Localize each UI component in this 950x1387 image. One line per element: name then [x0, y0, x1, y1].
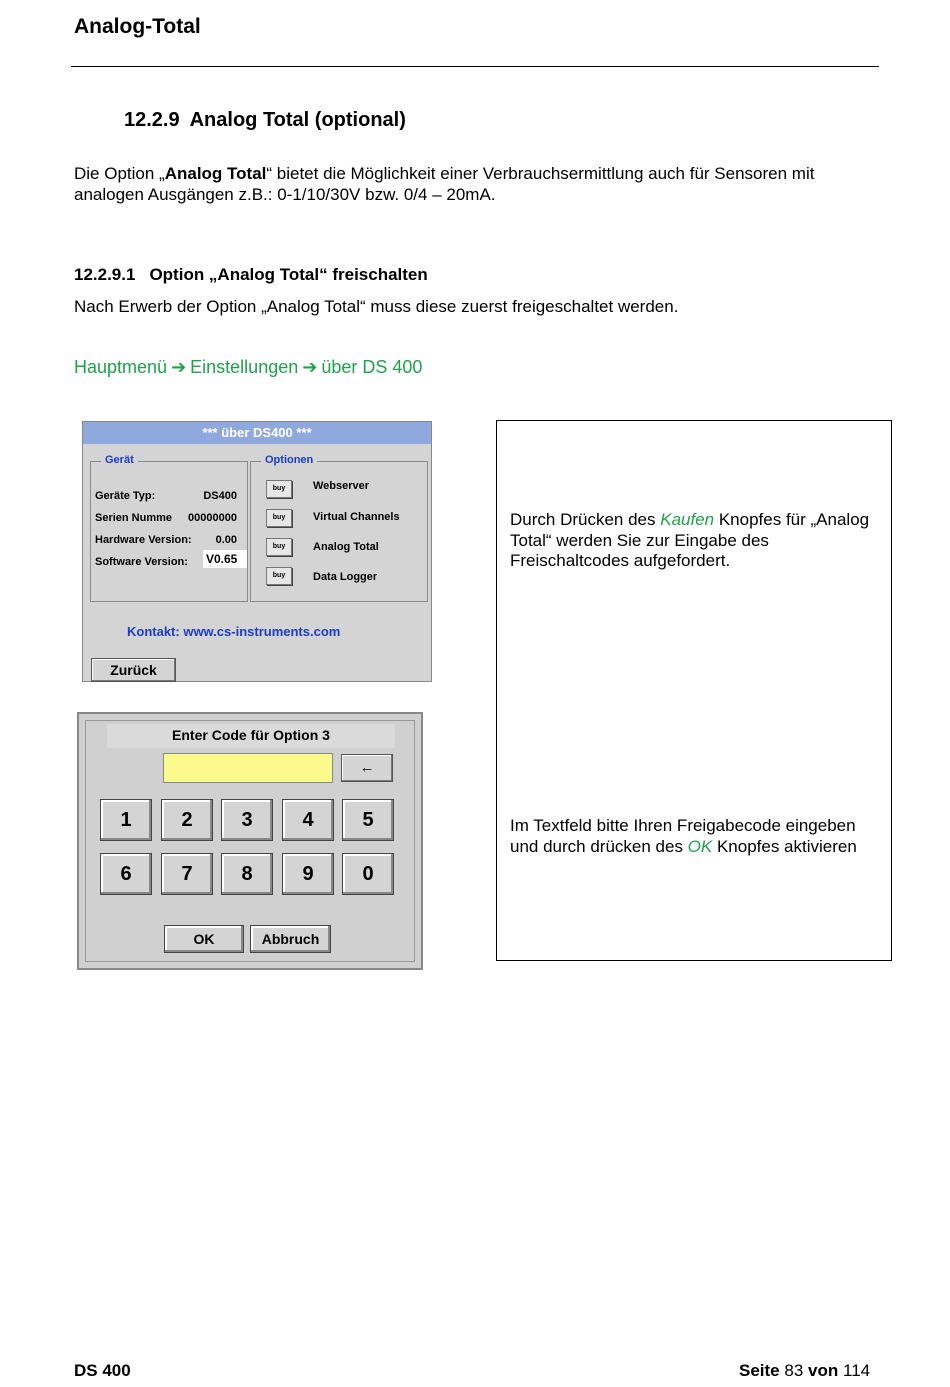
- back-button[interactable]: Zurück: [91, 658, 176, 682]
- key-5[interactable]: 5: [342, 799, 394, 841]
- navigation-path: [74, 357, 422, 378]
- hardware-version-value: 0.00: [215, 534, 237, 546]
- options-group-label: Optionen: [261, 454, 317, 466]
- subsection-number: 12.2.9.1: [74, 265, 136, 284]
- intro-text-bold: Analog Total: [164, 164, 267, 183]
- key-7[interactable]: 7: [161, 853, 213, 895]
- description-code: [510, 816, 882, 857]
- description-buy: [510, 510, 882, 572]
- serial-number-value: 00000000: [188, 512, 237, 524]
- device-group-label: Gerät: [101, 454, 138, 466]
- key-9[interactable]: 9: [282, 853, 334, 895]
- footer-page-total: 114: [843, 1361, 871, 1380]
- subsection-title: Option „Analog Total“ freischalten: [149, 265, 428, 284]
- section-title: Analog Total (optional): [189, 109, 406, 131]
- buy-button-virtual-channels[interactable]: buy: [266, 509, 292, 527]
- nav-item-einstellungen: Einstellungen: [190, 357, 299, 377]
- description-buy-post: Knopfes für „Analog Total“ werden Sie zur Eingabe des Freischaltcodes aufgefordert.: [510, 510, 870, 570]
- key-3[interactable]: 3: [221, 799, 273, 841]
- page-header-title: Analog-Total: [74, 15, 201, 38]
- key-1[interactable]: 1: [100, 799, 152, 841]
- contact-link[interactable]: Kontakt: www.cs-instruments.com: [127, 624, 341, 639]
- code-input-field[interactable]: [163, 753, 333, 783]
- option-virtual-channels: Virtual Channels: [313, 511, 400, 523]
- footer-page-number: 83: [784, 1361, 804, 1380]
- nav-item-hauptmenue: Hauptmenü: [74, 357, 168, 377]
- key-4[interactable]: 4: [282, 799, 334, 841]
- options-group: [250, 454, 428, 602]
- key-0[interactable]: 0: [342, 853, 394, 895]
- footer-seite-label: Seite: [739, 1361, 780, 1380]
- cancel-button[interactable]: Abbruch: [250, 925, 331, 953]
- description-buy-keyword: Kaufen: [660, 510, 715, 529]
- enter-code-screen: [77, 712, 423, 970]
- key-6[interactable]: 6: [100, 853, 152, 895]
- software-version-value: V0.65: [203, 550, 247, 568]
- device-type-value: DS400: [203, 490, 237, 502]
- buy-button-webserver[interactable]: buy: [266, 480, 292, 498]
- ok-button[interactable]: OK: [164, 925, 244, 953]
- description-code-pre: Im Textfeld bitte Ihren Freigabecode eingeben und durch drücken des: [510, 816, 856, 856]
- subsection-heading: [74, 265, 428, 285]
- intro-paragraph: [74, 163, 874, 205]
- footer-page-info: [739, 1361, 870, 1381]
- subsection-paragraph: Nach Erwerb der Option „Analog Total“ muss diese zuerst freigeschaltet werden.: [74, 297, 679, 316]
- description-code-post: Knopfes aktivieren: [712, 836, 857, 856]
- enter-code-title: Enter Code für Option 3: [107, 724, 395, 748]
- arrow-right-icon: ➔: [171, 357, 187, 377]
- option-analog-total: Analog Total: [313, 541, 379, 553]
- buy-button-data-logger[interactable]: buy: [266, 567, 292, 585]
- software-version-label: Software Version:: [95, 556, 188, 568]
- section-heading: [124, 109, 406, 132]
- header-divider: [71, 66, 879, 67]
- option-data-logger: Data Logger: [313, 571, 378, 583]
- intro-text-pre: Die Option „: [74, 164, 165, 183]
- key-2[interactable]: 2: [161, 799, 213, 841]
- option-webserver: Webserver: [313, 480, 370, 492]
- about-screen-title: *** über DS400 ***: [83, 422, 431, 444]
- buy-button-analog-total[interactable]: buy: [266, 538, 292, 556]
- serial-number-label: Serien Numme: [95, 512, 173, 524]
- footer-product: DS 400: [74, 1361, 131, 1380]
- device-type-label: Geräte Typ:: [95, 490, 156, 502]
- arrow-right-icon: ➔: [302, 357, 318, 377]
- key-8[interactable]: 8: [221, 853, 273, 895]
- nav-item-ueber-ds400: über DS 400: [321, 357, 423, 377]
- footer-von-label: von: [808, 1361, 839, 1380]
- description-box: [496, 420, 892, 961]
- backspace-button[interactable]: ←: [341, 754, 393, 782]
- description-buy-pre: Durch Drücken des: [510, 510, 661, 529]
- description-code-keyword: OK: [687, 836, 713, 856]
- hardware-version-label: Hardware Version:: [95, 534, 192, 546]
- intro-text-post: “ bietet die Möglichkeit einer Verbrauchsermittlung auch für Sensoren mit analogen Ausgängen z.B.: 0-1/10/30V bzw. 0/4 – 20mA.: [74, 164, 815, 204]
- section-number: 12.2.9: [124, 109, 180, 131]
- device-group: [90, 454, 248, 602]
- about-screen: [82, 421, 432, 682]
